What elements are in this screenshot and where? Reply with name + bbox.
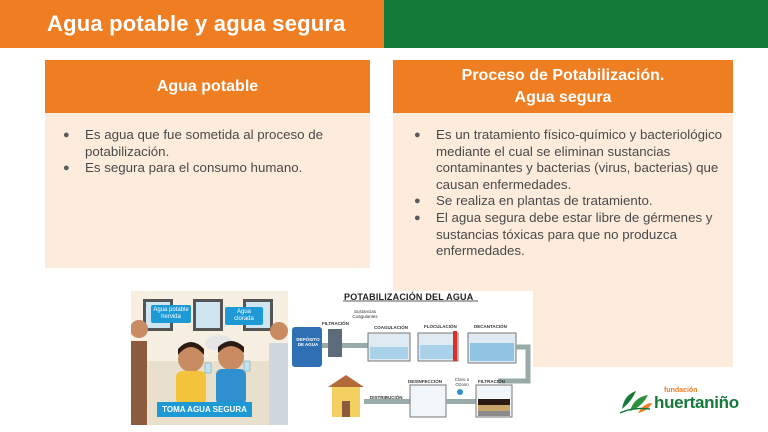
label-desinfeccion: DESINFECCIÓN	[408, 379, 443, 384]
potabilizacion-diagram	[288, 291, 533, 425]
label-coagulacion: COAGULACIÓN	[374, 325, 408, 330]
agua-potable-list	[59, 127, 364, 177]
card-title-line2: Agua segura	[514, 88, 612, 106]
sign-agua-clorada: Agua clorada	[225, 307, 263, 325]
card-title-agua-potable: Agua potable	[45, 60, 370, 113]
label-filtracion-2: FILTRACIÓN	[478, 379, 505, 384]
header-bar-green	[384, 0, 768, 48]
sign-agua-hervida: Agua potable hervida	[151, 305, 191, 323]
label-decantacion: DECANTACIÓN	[474, 324, 507, 329]
proceso-list	[410, 127, 728, 260]
page-title: Agua potable y agua segura	[47, 11, 346, 36]
label-deposito: DEPÓSITO DE AGUA	[296, 337, 320, 347]
diagram-title: POTABILIZACIÓN DEL AGUA	[344, 292, 474, 302]
logo-text-huertanino: huertaniño	[654, 393, 739, 412]
card-title-proceso	[393, 60, 733, 113]
children-drinking-water-illustration	[131, 291, 288, 425]
label-cloro-ozono: Cloro u Ozono	[454, 377, 470, 387]
list-item: ● Es agua que fue sometida al proceso de potabilización.	[59, 127, 364, 160]
label-coagulantes: Sustancias Coagulantes	[352, 309, 378, 319]
list-item: ● Se realiza en plantas de tratamiento.	[410, 193, 728, 210]
label-filtracion-1: FILTRACIÓN	[322, 321, 349, 326]
water-treatment-flow	[288, 291, 533, 425]
list-item: ● El agua segura debe estar libre de gérmenes y sustancias tóxicas para que no produzca enfermedades.	[410, 210, 728, 260]
list-item: ● Es segura para el consumo humano.	[59, 160, 364, 177]
label-distribucion: DISTRIBUCIÓN	[370, 395, 403, 400]
list-item: ● Es un tratamiento físico-químico y bacteriológico mediante el cual se eliminan sustancias contaminantes y bacterias (virus, bacterias) que causan enfermedades.	[410, 127, 728, 193]
label-floculacion: FLOCULACIÓN	[424, 324, 457, 329]
toma-agua-segura-banner: TOMA AGUA SEGURA	[157, 402, 252, 417]
leaf-logo-icon	[618, 385, 654, 415]
card-title-line1: Proceso de Potabilización.	[461, 66, 665, 84]
fundacion-huertanino-logo	[618, 385, 746, 415]
logo-text-fundacion: fundación	[664, 387, 698, 394]
